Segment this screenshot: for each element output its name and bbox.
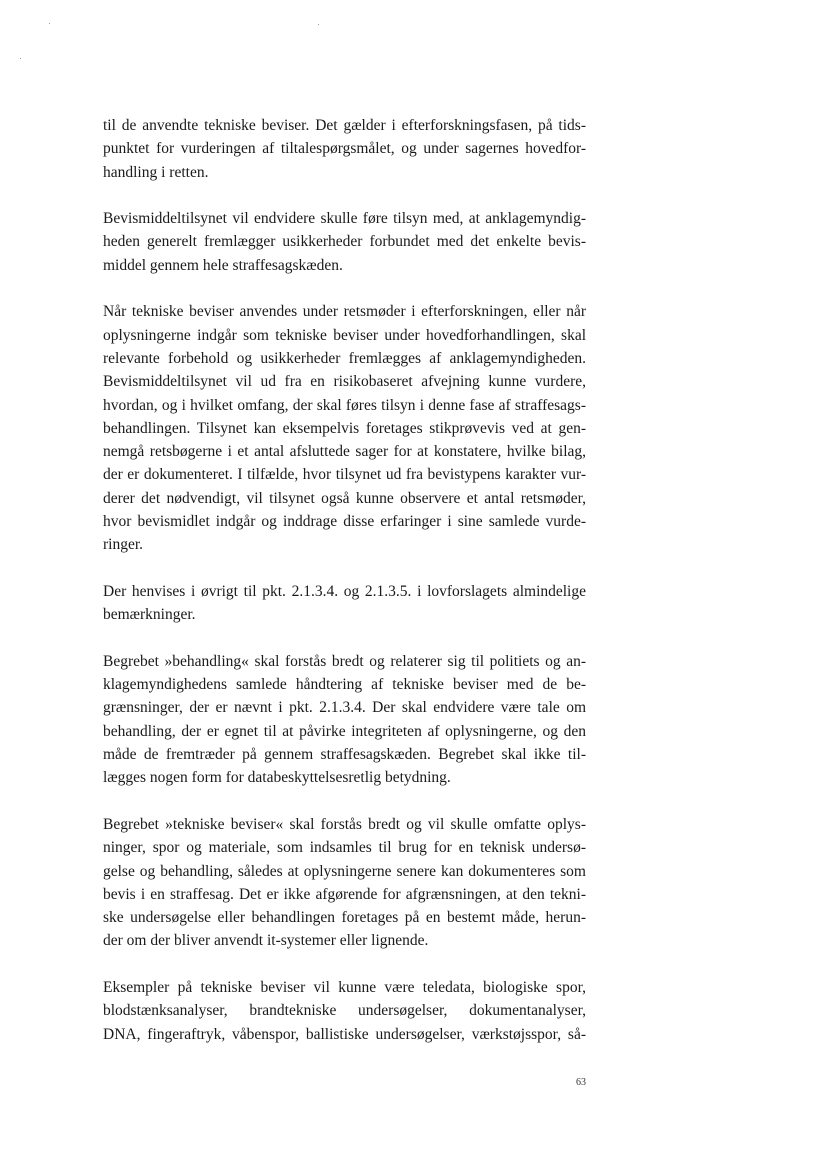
text-line: Bevismiddeltilsynet vil endvidere skulle føre tilsyn med, at anklagemyndig- xyxy=(103,210,586,228)
text-line: behandlingen. Tilsynet kan eksempelvis foretages stikprøvevis ved at gen- xyxy=(103,419,586,437)
text-line: ske undersøgelse eller behandlingen foretages på en bestemt måde, herun- xyxy=(103,909,586,927)
text-line: relevante forbehold og usikkerheder fremlægges af anklagemyndigheden. xyxy=(103,349,586,367)
text-line: Begrebet »behandling« skal forstås bredt og relaterer sig til politiets og an- xyxy=(103,652,586,670)
text-line: punktet for vurderingen af tiltalespørgsmålet, og under sagernes hovedfor- xyxy=(103,140,586,158)
text-line: der om der bliver anvendt it-systemer eller lignende. xyxy=(103,932,429,950)
text-line: derer det nødvendigt, vil tilsynet også kunne observere et antal retsmøder, xyxy=(103,489,586,507)
paragraph xyxy=(103,650,586,790)
text-line: klagemyndighedens samlede håndtering af tekniske beviser med de be- xyxy=(103,676,586,694)
paragraph xyxy=(103,114,586,184)
text-line: hvordan, og i hvilket omfang, der skal føres tilsyn i denne fase af straffesags- xyxy=(103,396,586,414)
text-line: bemærkninger. xyxy=(103,606,196,624)
text-line: Når tekniske beviser anvendes under retsmøder i efterforskningen, eller når xyxy=(103,303,586,321)
page-number: 63 xyxy=(576,1077,586,1088)
text-line: middel gennem hele straffesagskæden. xyxy=(103,256,343,274)
paragraph xyxy=(103,300,586,556)
text-line: Bevismiddeltilsynet vil ud fra en risikobaseret afvejning kunne vurdere, xyxy=(103,373,586,391)
text-line: ninger, spor og materiale, som indsamles til brug for en teknisk undersø- xyxy=(103,839,586,857)
text-line: nemgå retsbøgerne i et antal afsluttede sager for at konstatere, hvilke bilag, xyxy=(103,443,586,461)
text-line: Der henvises i øvrigt til pkt. 2.1.3.4. og 2.1.3.5. i lovforslagets almindelige xyxy=(103,582,586,600)
paragraph xyxy=(103,580,586,627)
text-line: der er dokumenteret. I tilfælde, hvor tilsynet ud fra bevistypens karakter vur- xyxy=(103,466,586,484)
text-line: lægges nogen form for databeskyttelsesretlig betydning. xyxy=(103,769,451,787)
text-line: gelse og behandling, således at oplysningerne senere kan dokumenteres som xyxy=(103,862,586,880)
text-line: måde de fremtræder på gennem straffesagskæden. Begrebet skal ikke til- xyxy=(103,746,586,764)
body-text xyxy=(103,114,586,1069)
text-line: Eksempler på tekniske beviser vil kunne være teledata, biologiske spor, xyxy=(103,978,586,996)
text-line: til de anvendte tekniske beviser. Det gælder i efterforskningsfasen, på tids- xyxy=(103,117,586,134)
paragraph xyxy=(103,813,586,953)
text-line: hvor bevismidlet indgår og inddrage disse erfaringer i sine samlede vurde- xyxy=(103,513,586,531)
text-line: behandling, der er egnet til at påvirke integriteten af oplysningerne, og den xyxy=(103,722,586,740)
text-line: DNA, fingeraftryk, våbenspor, ballistiske undersøgelser, værkstøjsspor, så- xyxy=(103,1025,586,1043)
scan-speck xyxy=(49,23,50,24)
text-line: blodstænksanalyser, brandtekniske undersøgelser, dokumentanalyser, xyxy=(103,1002,586,1020)
text-line: ringer. xyxy=(103,536,144,554)
paragraph xyxy=(103,207,586,277)
paragraph xyxy=(103,976,586,1046)
text-line: heden generelt fremlægger usikkerheder forbundet med det enkelte bevis- xyxy=(103,233,586,251)
text-line: Begrebet »tekniske beviser« skal forstås bredt og vil skulle omfatte oplys- xyxy=(103,815,586,833)
scan-speck xyxy=(20,58,21,59)
text-line: grænsninger, der er nævnt i pkt. 2.1.3.4. Der skal endvidere være tale om xyxy=(103,699,586,717)
text-line: handling i retten. xyxy=(103,163,209,181)
text-line: bevis i en straffesag. Det er ikke afgørende for afgrænsningen, at den tekni- xyxy=(103,885,586,903)
scan-speck xyxy=(318,24,319,25)
text-line: oplysningerne indgår som tekniske beviser under hovedforhandlingen, skal xyxy=(103,326,586,344)
